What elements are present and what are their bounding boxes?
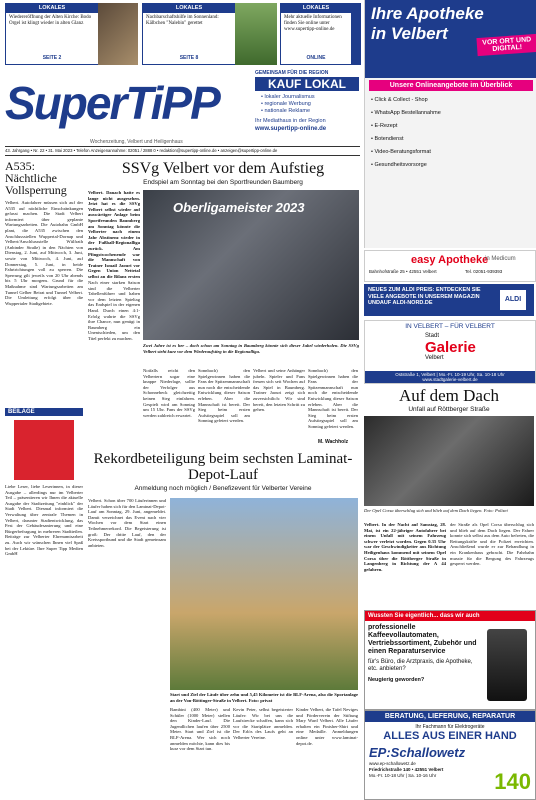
a535-article (5, 160, 83, 400)
teaser-3-strip (351, 3, 361, 65)
schallowetz-banner: BERATUNG, LIEFERUNG, REPARATUR (365, 711, 535, 722)
teaser-header: LOKALES (6, 4, 98, 13)
coffee-machine (487, 629, 527, 701)
easy-address: Bahnhofstraße 25 • 42551 Velbert (369, 269, 437, 274)
beilage-body: Liebe Leser, liebe Leserinnen, in dieser Ausgabe – allerdings nur im Velberter Teil – präsentieren wir Ihnen die aktuelle Ausgabe der Stadtzeitung "einblick" der Stadt Velbert. Diesmal informiert die Verwaltung über zentrale Themen in Velbert, darunter Stadtentwicklung, das Fest der Gebäudesanierung und eine Bürgerbefragung in mehreren Stadtteilen. Beiträge zur Velberter Ehrenamtsarbeit zu. Auch wir wünschen Ihnen viel Spaß bei der Lektüre. Ihre Super Tipp Medien GmbH (5, 484, 83, 557)
teaser-footer: ONLINE (306, 55, 326, 61)
cafe-bold: professionelle Kaffeevollautomaten, Vertriebssortiment, Zubehör und einen Reparaturservice (368, 624, 477, 655)
easy-sub: in Medicum (485, 256, 516, 262)
galerie-address: Oststraße 1, Velbert | Mo.-Fr. 10-19 Uhr, Sa. 10-18 Uhr www.stadtgalerie-velbert.de (365, 371, 535, 383)
laminat-col2: Bambini (400 Meter) und Schüler (1000 Meter) stellen den Kinder-Lauf. Die Jugendlichen laufen über 2500 Meter. Start und Ziel ist die BLF-Arena. Wer sich noch anmelden möchte, kann dies bis kurz vor dem Start tun. (170, 707, 230, 752)
ssvg-caption: Zwei Jahre ist es her – doch schon am Sonntag in Baumberg könnte sich dieser Jubel wiederholen. Die SSVg Velbert steht kurz vor dem Wiederaufstieg in die Regionalliga. (143, 343, 359, 354)
masthead-bullet: • regionale Werbung (261, 101, 311, 107)
galerie-ad[interactable] (364, 320, 536, 384)
teaser-2[interactable] (142, 3, 236, 65)
masthead-bullet: • nationale Reklame (261, 108, 311, 114)
masthead-url[interactable]: www.supertipp-online.de (255, 126, 327, 132)
ssvg-signature: M. Wachholz (318, 439, 349, 445)
apotheke-item: • Botendienst (371, 136, 404, 142)
teaser-1[interactable] (5, 3, 99, 65)
beilage-label: BEILAGE (5, 408, 83, 416)
ssvg-col2: Notfalls reicht den Velbertern sogar eine knappe Niederlage, sollte der Verfolger aus Schonnebeck gleichzeitig keinen Sieg einfahren. Gespielt wird am Sonntag um 15 Uhr. Fans der SSVg werden zahlreich erwartet. (143, 368, 195, 418)
easy-title: easy Apotheke (411, 254, 489, 266)
laminat-caption: Start und Ziel der Läufe über zehn und 5,45 Kilometer ist die BLF-Arena, also die Sportanlage an der Von-Böttinger-Straße in Velbert. Foto: privat (170, 692, 358, 703)
ssvg-col1: Nach einer starken Saison sind die Velberter Tabellenführer und haben vor dem letzten Spieltag das Endspiel in der eigenen Hand. Durch einen 4:1-Erfolg wahrte die SSVg ihre Chance, nun genügt in Baumberg ein Unentschieden, um den Titel perfekt zu machen. (88, 280, 140, 341)
apotheke-badge: VOR ORT UND DIGITAL! (476, 34, 536, 56)
masthead-tagline1: GEMEINSAM FÜR DIE REGION (255, 70, 329, 76)
teaser-1-photo (98, 3, 138, 65)
aldi-logo: ALDI (500, 290, 526, 310)
masthead-bullet: • lokaler Journalismus (261, 94, 315, 100)
masthead-logo: SuperTiPP (5, 77, 219, 129)
info-bar: 43. Jahrgang • Nr. 22 • 31. Mai 2023 • Telefon Anzeigenannahme: 02051 / 2888 0 • redaktion@supertipp-online.de • anzeigen@supertipp-online.de (5, 146, 360, 156)
dach-title: Auf dem Dach (398, 386, 500, 405)
ssvg-title: SSVg Velbert vor dem Aufstieg (121, 160, 325, 177)
ssvg-col3: Sonnbach) den Spielgewinnen haben die Fans der Spitzenmannschaft nun noch die entscheidende Entwicklung dieser Saison erleben. Aber die Mannschaft ist bereit. Der Sieg beim ersten Aufstiegsspiel soll am Sonntag gefeiert werden. (198, 368, 250, 424)
laminat-col4: Kinder Velbert, die Tafel Neviges und Förderverein der Stiftung Mary Ward Velbert. Alle Läufer erhalten ein Finisher-Shirt und eine Medaille. Anmeldungen online unter www.laminat-depot.de. (296, 707, 358, 746)
apotheke-item: • Gesundheitsvorsorge (371, 162, 427, 168)
laminat-subtitle: Anmeldung noch möglich / Benefizevent für Velberter Vereine (134, 485, 312, 492)
cafe-rest: für's Büro, die Arztpraxis, die Apotheke, etc. anbieten? (368, 659, 473, 672)
schallowetz-line2: Ihr Fachmann für Elektrogeräte (415, 724, 485, 730)
apotheke-line2: in Velbert (371, 24, 448, 43)
ssvg-banner: Oberligameister 2023 (173, 200, 305, 215)
easy-apotheke-ad[interactable] (364, 250, 536, 282)
galerie-name3: Velbert (425, 355, 444, 361)
ssvg-photo (143, 190, 359, 340)
masthead-subtitle: Wochenzeitung, Velbert und Heiligenhaus (90, 139, 183, 145)
masthead-tagline2: KAUF LOKAL (255, 77, 359, 91)
teaser-2-photo (235, 3, 277, 65)
laminat-article (88, 451, 358, 492)
ssvg-col5: Sonnbach) den Spielgewinnen haben die Fans der Spitzenmannschaft nun noch die entscheidende Entwicklung dieser Saison erleben. Aber die Mannschaft ist bereit. Der Sieg beim ersten Aufstiegsspiel soll am Sonntag gefeiert werden. (308, 368, 358, 429)
apotheke-line1: Ihre Apotheke (371, 4, 484, 23)
cafe-cta: Neugierig geworden? (368, 677, 425, 683)
laminat-title: Rekordbeteiligung beim sechsten Laminat-Depot-Lauf (93, 451, 353, 483)
teaser-header: LOKALES (143, 4, 235, 13)
dach-subtitle: Unfall auf Röttberger Straße (408, 406, 490, 413)
apotheke-ad[interactable] (364, 0, 536, 248)
apotheke-shop-title: Unsere Onlineangebote im Überblick (369, 80, 533, 91)
teaser-text: Mehr aktuelle Informationen finden Sie online unter www.supertipp-online.de (284, 15, 342, 32)
teaser-3[interactable] (280, 3, 352, 65)
schallowetz-ad[interactable] (364, 710, 536, 800)
dach-col2: der Straße als Opel Corsa überschlug sich und blieb auf dem Dach liegen. Der Fahrer konnte sich selbst aus dem Auto befreien, die Rettungskräfte und die Polizei erreichten. Anschließend wurde er zur Behandlung in ein Krankenhaus gebracht. Die Fahrbahn musste für die Bergung des Fahrzeugs gesperrt werden. (450, 522, 534, 567)
schallowetz-big: ALLES AUS EINER HAND (383, 730, 517, 742)
teaser-header: LOKALES (281, 4, 351, 13)
teaser-text: Wiedereröffnung der Alten Kirche: Bodo Orgel ist klingt wieder in alten Glanz (9, 15, 92, 26)
masthead (5, 70, 360, 138)
galerie-name1: Stadt (425, 333, 440, 339)
masthead-media: Ihr Mediathaus in der Region (255, 118, 326, 124)
dach-caption: Der Opel Corsa überschlug sich und blieb auf dem Dach liegen. Foto: Polizei (364, 508, 508, 513)
laminat-photo (170, 498, 358, 690)
apotheke-item: • Video-Beratungsformat (371, 149, 431, 155)
ssvg-subtitle: Endspiel am Sonntag bei den Sportfreunden Baumberg (143, 179, 303, 186)
teaser-footer: SEITE 2 (42, 55, 62, 61)
aldi-ad[interactable] (364, 284, 534, 316)
laminat-col1: Velbert. Schon über 700 Läuferinnen und Läufer haben sich für den Laminat-Depot-Lauf am Sonntag, 29. Juni, angemeldet. Damit verzeichnet das Event nach vier Wochen vor dem Start einen Teilnehmerrekord. Die Begeisterung ist groß: Der dritte Lauf, den der Kreissportbund und die Stadt gemeinsam anbieten. (88, 498, 166, 548)
a535-body: Velbert. Autofahrer müssen sich auf der A535 auf nächtliche Einschränkungen gefasst machen. Die Stadt Velbert informiert über geplante Wartungsarbeiten. Die Autobahn GmbH plant, die A535 zwischen den Anschlussstellen Wuppertal-Dornap und Velbert/Anschlussstelle Wülfrath (Anbinder Straße) in den Nächten von Dienstag, 2. Juni, auf Mittwoch, 3. Juni, sowie von Mittwoch, 4. Juni, auf Donnerstag, 5. Juni, in beide Fahrtrichtungen voll zu sperren. Die Sperrung gilt jeweils von 20 Uhr abends bis 5 Uhr morgens. Grund für die Maßnahme sind Wartungsarbeiten am Tunnel Gelber Beirat und Tunnel Velbert. Die Umleitung erfolgt über die Wuppertaler Stadtgebiete. (5, 200, 83, 306)
aldi-text: NEUES ZUM ALDI PREIS: ENTDECKEN SIE VIELE ANGEBOTE IN UNSEREM MAGAZIN UNDAUF ALDI-NORD.DE (368, 287, 481, 306)
schallowetz-address: Friedrichstraße 140 • 42551 Velbert (369, 767, 444, 772)
teaser-text: Nachbarschaftshilfe im Sonnenland: Kälbchen "Nalebin" gerettet (146, 15, 219, 26)
laminat-col3: Kevin Peter, selbst begeisterter Läufer: Wir bei uns die Laufstrecke schaffen, kann sich vor die Startplätze anmelden. Der Erlös des Laufs geht an Velberter Vereine. (233, 707, 293, 740)
ssvg-lead: Velbert. Danach hatte es lange nicht ausgesehen. Jetzt hat es die SSVg Velbert selbst wieder auf auswärtiger Anlage beim Sportfreunden Baumberg am Sonntag könnte die Velberter nach einem Jahr Abstinenz wieder in der Fußball-Regionalliga zurück. Am Pfingstwochenende war die Mannschaft von Trainer Ismail Jaouri vor Gegen Union Nettetal selbst an die Bilanz ersten (88, 190, 140, 278)
einblick-cover (14, 420, 74, 480)
schallowetz-hours: Mo.-Fr. 10-18 Uhr | Sa. 10-16 Uhr (369, 773, 437, 778)
apotheke-item: • E-Rezept (371, 123, 398, 129)
ssvg-article (88, 160, 358, 186)
apotheke-item: • Click & Collect - Shop (371, 97, 428, 103)
teaser-footer: SEITE 8 (179, 55, 199, 61)
dach-photo (364, 416, 534, 506)
a535-title: A535: Nächtliche Vollsperrung (5, 159, 67, 197)
beilage-section (5, 408, 83, 799)
schallowetz-url[interactable]: www.ep-schallowetz.de (369, 761, 416, 766)
cafe-ad[interactable] (364, 610, 536, 710)
ssvg-col4: Velbert und seine Anhänger jubeln. Spieler und Fans freuen sich seit Wochen auf das Spiel in Baumberg. Trainer Jaouri zeigt sich zuversichtlich: Wir sind bereit, den letzten Schritt zu gehen. (253, 368, 305, 413)
easy-phone: Tel. 02051-939393 (465, 269, 503, 274)
dach-col1: Velbert. In der Nacht auf Samstag, 28. Mai, ist ein 22-jähriger Autofahrer bei einem Unfall mit seinem Fahrzeug schwer verletzt worden. Gegen 0.35 Uhr war der Geschwindigkeiter aus Richtung Heiligenhaus kommend mit seinem Opel Corsa über die Röttberger Straße in Langenberg in Richtung der A 44 gefahren. (364, 522, 446, 572)
schallowetz-anniversary: 140 (494, 769, 531, 794)
schallowetz-logo: EP:Schallowetz (369, 745, 466, 760)
dach-article (364, 386, 534, 413)
cafe-title: Wussten Sie eigentlich... dass wir auch (365, 611, 535, 621)
galerie-header: IN VELBERT – FÜR VELBERT (405, 323, 495, 330)
galerie-name2: Galerie (425, 339, 476, 356)
apotheke-item: • WhatsApp Bestellannahme (371, 110, 441, 116)
